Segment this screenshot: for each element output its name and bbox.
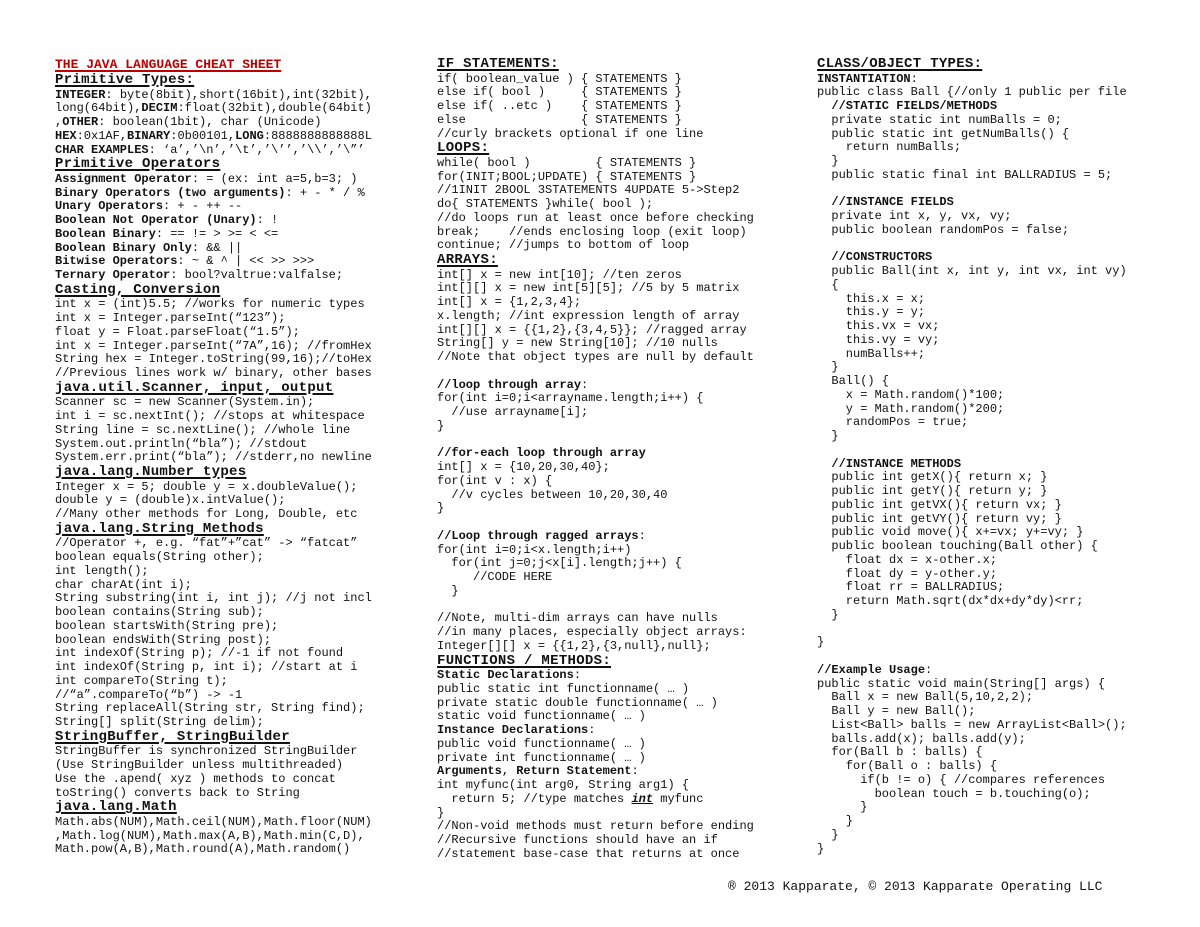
plain-text: : <box>588 723 596 737</box>
bold-text: BINARY <box>127 128 171 143</box>
code-line: String replaceAll(String str, String find); <box>55 701 365 716</box>
bold-text: INSTANTIATION <box>817 71 911 86</box>
plain-text: , <box>501 764 517 779</box>
code-line: static void functionname( … ) <box>437 709 646 724</box>
bold-text: Bitwise Operators <box>55 254 178 269</box>
mixed-line <box>55 144 425 158</box>
plain-text: : == != > >= < <= <box>155 226 279 241</box>
code-line: String[] split(String delim); <box>55 715 264 729</box>
code-line: else if( bool ) { STATEMENTS } <box>437 85 682 100</box>
bold-text: //Loop through ragged arrays <box>437 528 639 543</box>
code-line: } <box>817 800 868 815</box>
code-line: } <box>817 360 839 375</box>
bold-text: Boolean Not Operator (Unary) <box>55 213 257 227</box>
section-heading: Primitive Operators <box>55 156 221 173</box>
code-line: } <box>817 635 825 650</box>
code-line: //in many places, especially object arrays: <box>437 625 747 639</box>
mixed-line <box>55 214 425 228</box>
plain-text: : = (ex: int a=5,b=3; ) <box>191 171 358 186</box>
code-line: public void functionname( … ) <box>437 736 646 751</box>
code-line: Math.pow(A,B),Math.round(A),Math.random() <box>55 842 351 857</box>
code-line: for(int v : x) { <box>437 473 553 488</box>
plain-text: :0x1AF, <box>76 128 128 143</box>
code-line: //Note, multi-dim arrays can have nulls <box>437 611 718 626</box>
code-line: Ball() { <box>817 374 890 388</box>
plain-text: : ! <box>256 213 279 227</box>
bold-text: Binary Operators (two arguments) <box>55 185 286 200</box>
code-line: List<Ball> balls = new ArrayList<Ball>(); <box>817 717 1127 732</box>
section-heading: LOOPS: <box>437 140 490 157</box>
bold-text: Arguments <box>437 764 502 779</box>
code-line: this.y = y; <box>817 305 926 320</box>
code-line: continue; //jumps to bottom of loop <box>437 238 690 253</box>
code-line: //1INIT 2BOOL 3STATEMENTS 4UPDATE 5->Step2 <box>437 183 740 198</box>
plain-text: : <box>925 662 933 677</box>
code-line: public static int getNumBalls() { <box>817 126 1070 141</box>
code-line: int x = Integer.parseInt(“7A”,16); //fromHex <box>55 338 372 353</box>
code-line: public int getY(){ return y; } <box>817 484 1048 498</box>
section-heading: java.lang.Number types <box>55 464 247 480</box>
code-line: int x = Integer.parseInt(“123”); <box>55 311 286 325</box>
subheading-line: //CONSTRUCTORS <box>817 250 933 265</box>
blank-line <box>437 434 807 448</box>
mixed-line <box>55 200 425 214</box>
code-line: boolean contains(String sub); <box>55 605 264 619</box>
code-line: //Recursive functions should have an if <box>437 833 718 847</box>
bold-text: Assignment Operator <box>55 171 192 186</box>
bold-text: //Example Usage <box>817 662 926 677</box>
code-line: //Many other methods for Long, Double, etc <box>55 507 358 521</box>
plain-text: myfunc <box>653 791 704 806</box>
code-line: //v cycles between 10,20,30,40 <box>437 487 668 502</box>
code-line: private int x, y, vx, vy; <box>817 209 1012 223</box>
code-line: public int getX(){ return x; } <box>817 470 1048 485</box>
code-line: int[] x = new int[10]; //ten zeros <box>437 267 682 282</box>
code-line: char charAt(int i); <box>55 577 192 592</box>
code-line: public Ball(int x, int y, int vx, int vy) <box>817 264 1127 278</box>
plain-text: return 5; //type matches <box>437 791 632 806</box>
code-line: x.length; //int expression length of array <box>437 308 740 323</box>
mixed-line <box>55 242 425 256</box>
section-heading: java.lang.String Methods <box>55 520 264 537</box>
code-line: else { STATEMENTS } <box>437 112 682 127</box>
mixed-line <box>437 669 807 683</box>
code-line: do{ STATEMENTS }while( bool ); <box>437 197 654 211</box>
plain-text: :float(32bit),double(64bit) <box>177 101 372 116</box>
section-heading: FUNCTIONS / METHODS: <box>437 652 612 669</box>
code-line: y = Math.random()*200; <box>817 401 1005 416</box>
code-line: while( bool ) { STATEMENTS } <box>437 155 697 170</box>
plain-text: :8888888888888L <box>263 128 372 143</box>
blank-line <box>437 365 807 379</box>
code-line: Integer[][] x = {{1,2},{3,null},null}; <box>437 638 711 653</box>
blank-line <box>817 183 1187 197</box>
code-line: boolean touch = b.touching(o); <box>817 786 1091 801</box>
code-line: public boolean touching(Ball other) { <box>817 539 1098 553</box>
bold-text: Return Statement <box>516 764 632 779</box>
copyright-footer: ® 2013 Kapparate, © 2013 Kapparate Operating LLC <box>728 879 1103 894</box>
plain-text: : <box>638 528 646 543</box>
code-line: boolean endsWith(String post); <box>55 632 272 647</box>
code-line: { <box>817 277 839 292</box>
plain-text: :0b00101, <box>170 128 236 143</box>
code-line: public int getVX(){ return vx; } <box>817 497 1062 512</box>
code-line: Scanner sc = new Scanner(System.in); <box>55 395 315 410</box>
code-line: toString() converts back to String <box>55 785 300 800</box>
bold-text: int <box>631 791 654 806</box>
code-line: for(int i=0;i<x.length;i++) <box>437 542 632 557</box>
blank-line <box>817 444 1187 458</box>
plain-text: : <box>573 668 582 682</box>
code-line: int compareTo(String t); <box>55 673 228 688</box>
bold-text: HEX <box>55 128 77 143</box>
code-line: public static int functionname( … ) <box>437 681 690 696</box>
plain-text: : ~ & ^ | << >> >>> <box>177 254 315 269</box>
plain-text: long(64bit), <box>55 101 142 116</box>
plain-text: : <box>581 377 589 392</box>
code-line: private int functionname( … ) <box>437 750 646 765</box>
section-heading: ARRAYS: <box>437 252 498 268</box>
code-line: float dx = x-other.x; <box>817 552 998 567</box>
code-line: String[] y = new String[10]; //10 nulls <box>437 336 718 351</box>
code-line: int myfunc(int arg0, String arg1) { <box>437 778 690 792</box>
code-line: } <box>437 501 445 516</box>
plain-text: : <box>910 71 918 86</box>
code-line: //“a”.compareTo(“b”) -> -1 <box>55 687 243 702</box>
subheading-line: //for-each loop through array <box>437 446 646 461</box>
subheading-line: //INSTANCE METHODS <box>817 456 962 471</box>
section-heading: java.lang.Math <box>55 799 177 816</box>
document-title: THE JAVA LANGUAGE CHEAT SHEET <box>55 57 282 72</box>
code-line: break; //ends enclosing loop (exit loop) <box>437 224 747 239</box>
code-line: //Non-void methods must return before ending <box>437 819 754 834</box>
code-line: } <box>817 841 825 856</box>
code-line: public void move(){ x+=vx; y+=vy; } <box>817 525 1084 540</box>
code-line: this.x = x; <box>817 291 926 306</box>
mixed-line <box>55 102 425 116</box>
bold-text: Unary Operators <box>55 199 164 214</box>
bold-text: INTEGER <box>55 87 106 102</box>
bold-text: OTHER <box>62 115 99 129</box>
code-line: String line = sc.nextLine(); //whole line <box>55 422 351 437</box>
code-line: System.out.println(“bla”); //stdout <box>55 436 308 451</box>
mixed-line <box>817 664 1187 678</box>
code-line: int length(); <box>55 563 149 578</box>
code-line: for(int j=0;j<x[i].length;j++) { <box>437 556 682 571</box>
code-line: private static double functionname( … ) <box>437 695 718 710</box>
code-line: for(Ball b : balls) { <box>817 745 983 760</box>
code-line: //statement base-case that returns at once <box>437 846 740 861</box>
code-line: int indexOf(String p); //-1 if not found <box>55 646 344 661</box>
mixed-line <box>437 793 807 807</box>
mixed-line <box>55 255 425 269</box>
code-line: int[] x = {1,2,3,4}; <box>437 295 582 309</box>
bold-text: Ternary Operator <box>55 268 171 282</box>
plain-text: : ‘a’,’\n’,’\t’,’\’’,’\\’,’\”’ <box>148 142 365 157</box>
bold-text: Instance Declarations <box>437 723 589 737</box>
plain-text: : boolean(1bit), char (Unicode) <box>98 115 322 129</box>
code-line: int x = (int)5.5; //works for numeric types <box>55 297 365 312</box>
section-heading: StringBuffer, StringBuilder <box>55 728 290 745</box>
code-line: (Use StringBuilder unless multithreaded) <box>55 758 344 772</box>
bold-text: //loop through array <box>437 377 582 392</box>
code-line: } <box>817 814 854 828</box>
plain-text: : + - ++ -- <box>163 199 243 214</box>
code-line: Ball x = new Ball(5,10,2,2); <box>817 690 1034 705</box>
code-line: //CODE HERE <box>437 570 553 584</box>
code-line: boolean startsWith(String pre); <box>55 618 279 633</box>
code-line: } <box>817 154 839 168</box>
bold-text: DECIM <box>141 101 178 116</box>
code-line: Use the .apend( xyz ) methods to concat <box>55 771 336 786</box>
mixed-line <box>55 89 425 103</box>
code-line: x = Math.random()*100; <box>817 387 1005 402</box>
code-line: Ball y = new Ball(); <box>817 704 976 718</box>
plain-text: : + - * / % <box>285 185 365 200</box>
subheading-line: //STATIC FIELDS/METHODS <box>817 99 998 113</box>
code-line: } <box>437 583 459 598</box>
code-line: randomPos = true; <box>817 415 969 430</box>
mixed-line <box>437 530 807 544</box>
code-line: //curly brackets optional if one line <box>437 126 704 141</box>
code-line: ,Math.log(NUM),Math.max(A,B),Math.min(C,D), <box>55 828 365 843</box>
code-line: this.vy = vy; <box>817 332 940 347</box>
code-line: System.err.print(“bla”); //stderr,no newline <box>55 450 372 465</box>
code-line: return numBalls; <box>817 140 962 155</box>
bold-text: Boolean Binary <box>55 226 156 241</box>
section-heading: IF STATEMENTS: <box>437 56 559 72</box>
code-line: public int getVY(){ return vy; } <box>817 511 1062 526</box>
bold-text: Boolean Binary Only <box>55 240 192 255</box>
code-line: StringBuffer is synchronized StringBuilder <box>55 744 358 759</box>
code-line: int[][] x = {{1,2},{3,4,5}}; //ragged array <box>437 322 747 337</box>
mixed-line <box>55 130 425 144</box>
bold-text: CHAR EXAMPLES <box>55 142 149 157</box>
code-line: //Note that object types are null by default <box>437 350 754 364</box>
code-line: boolean equals(String other); <box>55 550 264 564</box>
blank-line <box>437 599 807 613</box>
code-line: } <box>817 607 839 622</box>
code-line: //do loops run at least once before checking <box>437 210 754 225</box>
code-line: //Operator +, e.g. “fat”+”cat” -> “fatcat” <box>55 536 358 551</box>
bold-text: Static Declarations <box>437 668 574 682</box>
code-line: balls.add(x); balls.add(y); <box>817 731 1026 746</box>
code-line: } <box>817 429 839 443</box>
code-line: } <box>437 805 445 820</box>
code-line: this.vx = vx; <box>817 319 940 333</box>
code-line: String hex = Integer.toString(99,16);//toHex <box>55 352 372 367</box>
code-line: String substring(int i, int j); //j not incl <box>55 591 372 606</box>
blank-line <box>817 623 1187 637</box>
code-line: if( boolean_value ) { STATEMENTS } <box>437 71 682 86</box>
code-line: public class Ball {//only 1 public per file <box>817 85 1127 100</box>
blank-line <box>817 238 1187 252</box>
code-line: double y = (double)x.intValue(); <box>55 493 286 508</box>
code-line: public boolean randomPos = false; <box>817 222 1070 237</box>
code-line: for(INIT;BOOL;UPDATE) { STATEMENTS } <box>437 169 697 184</box>
code-line: private static int numBalls = 0; <box>817 112 1062 127</box>
code-line: if(b != o) { //compares references <box>817 772 1106 787</box>
code-line: float dy = y-other.y; <box>817 566 998 581</box>
plain-text: : bool?valtrue:valfalse; <box>170 268 344 282</box>
code-line: } <box>437 418 445 433</box>
subheading-line: //INSTANCE FIELDS <box>817 195 954 210</box>
code-line: public static void main(String[] args) { <box>817 676 1106 691</box>
blank-line <box>437 516 807 530</box>
plain-text: , <box>55 115 63 129</box>
section-heading: CLASS/OBJECT TYPES: <box>817 56 983 72</box>
column-control-flow <box>437 57 807 862</box>
code-line: for(Ball o : balls) { <box>817 759 998 773</box>
code-line: else if( ..etc ) { STATEMENTS } <box>437 99 682 113</box>
code-line: float rr = BALLRADIUS; <box>817 580 1005 595</box>
blank-line <box>817 650 1187 664</box>
code-line: float y = Float.parseFloat(“1.5”); <box>55 324 300 339</box>
mixed-line <box>55 269 425 283</box>
code-line: for(int i=0;i<arrayname.length;i++) { <box>437 391 704 406</box>
code-line: return Math.sqrt(dx*dx+dy*dy)<rr; <box>817 594 1084 608</box>
code-line: int i = sc.nextInt(); //stops at whitespace <box>55 409 365 423</box>
code-line: Math.abs(NUM),Math.ceil(NUM),Math.floor(NUM) <box>55 814 372 829</box>
column-basics <box>55 57 425 857</box>
mixed-line <box>55 116 425 130</box>
mixed-line <box>55 173 425 187</box>
section-heading: Casting, Conversion <box>55 281 221 298</box>
section-heading: java.util.Scanner, input, output <box>55 379 334 396</box>
mixed-line <box>437 379 807 393</box>
plain-text: : byte(8bit),short(16bit),int(32bit), <box>105 87 372 102</box>
bold-text: LONG <box>235 128 264 143</box>
code-line: int[][] x = new int[5][5]; //5 by 5 matrix <box>437 281 740 296</box>
code-line: int[] x = {10,20,30,40}; <box>437 460 610 474</box>
code-line: //use arrayname[i]; <box>437 405 589 419</box>
code-line: Integer x = 5; double y = x.doubleValue(); <box>55 479 358 494</box>
mixed-line <box>55 228 425 242</box>
mixed-line <box>817 73 1187 87</box>
column-classes <box>817 57 1187 856</box>
mixed-line <box>437 724 807 738</box>
section-heading: Primitive Types: <box>55 72 195 88</box>
plain-text: : <box>631 764 639 779</box>
code-line: //Previous lines work w/ binary, other bases <box>55 366 372 380</box>
code-line: int indexOf(String p, int i); //start at i <box>55 660 358 674</box>
code-line: public static final int BALLRADIUS = 5; <box>817 167 1113 182</box>
code-line: numBalls++; <box>817 346 926 361</box>
mixed-line <box>437 765 807 779</box>
mixed-line <box>55 187 425 201</box>
code-line: } <box>817 827 839 842</box>
plain-text: : && || <box>191 240 243 255</box>
